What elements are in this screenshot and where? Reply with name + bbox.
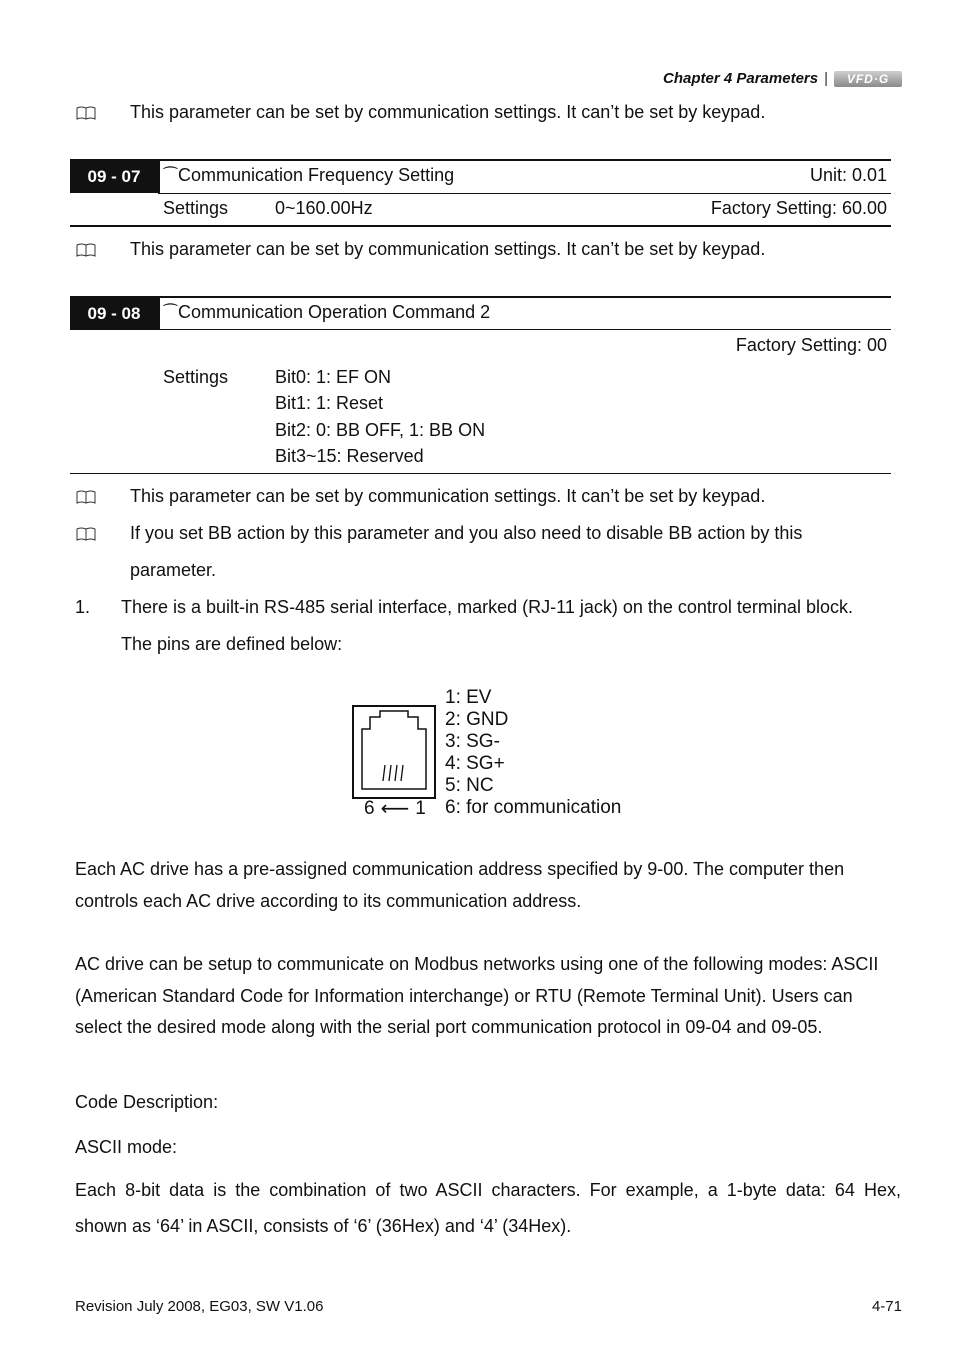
param-unit-0907: Unit: 0.01 [809, 165, 887, 185]
factory-setting: Factory Setting: 00 [735, 335, 887, 355]
vfd-logo: VFD·G [834, 71, 902, 87]
footer-revision: Revision July 2008, EG03, SW V1.06 [75, 1298, 324, 1315]
list-item-line1: There is a built-in RS-485 serial interface, marked (RJ-11 jack) on the control terminal block. [121, 597, 853, 617]
section-heading: ASCII mode: [75, 1137, 178, 1157]
paragraph-line: (American Standard Code for Information interchange) or RTU (Remote Terminal Unit). Users can [75, 986, 853, 1006]
divider [158, 297, 160, 330]
note-keypad-1: This parameter can be set by communication settings. It can’t be set by keypad. [130, 102, 766, 122]
note-keypad-3: This parameter can be set by communication settings. It can’t be set by keypad. [130, 486, 766, 506]
pin-item: 4: SG+ [445, 753, 505, 774]
book-icon [76, 490, 96, 504]
pin-item: 3: SG- [445, 731, 500, 752]
chapter-title: Chapter 4 Parameters [663, 70, 819, 87]
pen-icon: ⁀ [164, 305, 177, 322]
page-number: 4-71 [871, 1298, 902, 1315]
note-bb-line2: parameter. [130, 560, 217, 580]
paragraph-line: Each AC drive has a pre-assigned communication address specified by 9-00. The computer then [75, 859, 845, 879]
rj11-jack-icon [352, 705, 436, 799]
arrow-left-icon: ⟵ [380, 798, 410, 820]
book-icon [76, 527, 96, 541]
paragraph-line: controls each AC drive according to its communication address. [75, 891, 582, 911]
pin-list [445, 687, 621, 819]
pin-item: 1: EV [445, 687, 492, 708]
param-title-text: Communication Operation Command 2 [178, 302, 491, 322]
paragraph-line: AC drive can be setup to communicate on Modbus networks using one of the following modes: ASCII [75, 954, 879, 974]
param-title-text: Communication Frequency Setting [178, 165, 455, 185]
pin-item: 2: GND [445, 709, 509, 730]
bit-setting-2: Bit2: 0: BB OFF, 1: BB ON [275, 420, 486, 440]
bit-setting-1: Bit1: 1: Reset [275, 393, 384, 413]
factory-setting: Factory Setting: 60.00 [710, 198, 887, 218]
divider [70, 225, 891, 227]
page-header [663, 70, 902, 87]
pen-icon: ⁀ [164, 168, 177, 185]
pin-item: 5: NC [445, 775, 494, 796]
section-heading: Code Description: [75, 1092, 219, 1112]
book-icon [76, 243, 96, 257]
divider [70, 473, 891, 474]
paragraph-line: shown as ‘64’ in ASCII, consists of ‘6’ (36Hex) and ‘4’ (34Hex). [75, 1216, 572, 1236]
divider [158, 329, 891, 330]
settings-label: Settings [163, 367, 229, 387]
divider [70, 296, 891, 298]
divider [158, 193, 891, 194]
pin-right-label: 1 [415, 797, 426, 819]
param-code-0908: 09 - 08 [70, 297, 158, 330]
paragraph-line: Each 8-bit data is the combination of two ASCII characters. For example, a 1-byte data: 64 Hex, [75, 1180, 901, 1200]
paragraph-line: select the desired mode along with the serial port communication protocol in 09-04 and 09-05. [75, 1017, 823, 1037]
param-code-0907: 09 - 07 [70, 160, 158, 193]
settings-value: 0~160.00Hz [275, 198, 373, 218]
divider [70, 159, 891, 161]
param-title-0907 [164, 165, 454, 186]
note-keypad-2: This parameter can be set by communication settings. It can’t be set by keypad. [130, 239, 766, 259]
divider [158, 160, 160, 193]
pin-left-label: 6 [364, 797, 375, 819]
note-bb-line1: If you set BB action by this parameter and you also need to disable BB action by this [130, 523, 803, 543]
settings-label: Settings [163, 198, 229, 218]
list-number: 1. [75, 597, 91, 617]
pin-direction [364, 796, 426, 821]
bit-setting-0: Bit0: 1: EF ON [275, 367, 392, 387]
book-icon [76, 106, 96, 120]
header-separator: | [824, 70, 828, 87]
list-item-line2: The pins are defined below: [121, 634, 343, 654]
pin-item: 6: for communication [445, 797, 622, 818]
bit-setting-3: Bit3~15: Reserved [275, 446, 424, 466]
param-title-0908 [164, 302, 490, 323]
